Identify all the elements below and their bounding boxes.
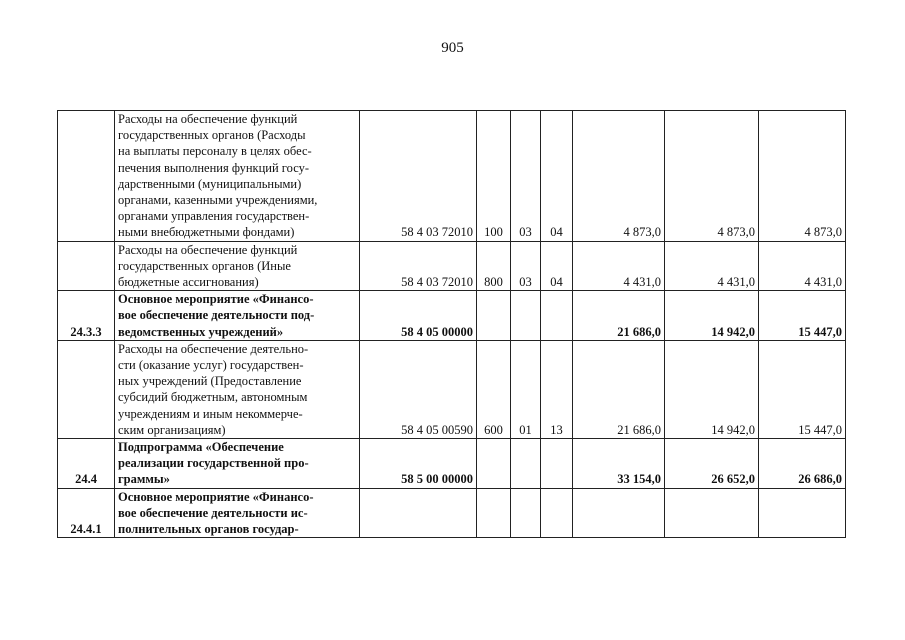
- row-name-line: Основное мероприятие «Финансо-: [118, 489, 314, 504]
- row-name-line: граммы»: [118, 472, 170, 487]
- row-name-line: ными внебюджетными фондами): [118, 225, 295, 240]
- amount-year-3: 4 873,0: [759, 111, 846, 242]
- expense-type-code: 800: [477, 241, 511, 291]
- table-row: [58, 291, 846, 341]
- row-name-line: Расходы на обеспечение деятельно-: [118, 341, 309, 356]
- row-name-line: Основное мероприятие «Финансо-: [118, 292, 314, 307]
- subsection-code: 04: [541, 111, 573, 242]
- amount-year-1: 4 873,0: [573, 111, 665, 242]
- target-article-code: 58 5 00 00000: [360, 439, 477, 489]
- section-code: 01: [511, 340, 541, 438]
- target-article-code: 58 4 05 00000: [360, 291, 477, 341]
- row-name-line: вое обеспечение деятельности под-: [118, 308, 315, 323]
- amount-year-1: 21 686,0: [573, 340, 665, 438]
- row-name-line: ных учреждений (Предоставление: [118, 374, 302, 389]
- amount-year-2: 14 942,0: [665, 291, 759, 341]
- amount-year-1: 4 431,0: [573, 241, 665, 291]
- row-number: [58, 340, 115, 438]
- row-name: [115, 291, 360, 341]
- row-name: [115, 111, 360, 242]
- amount-year-1: 21 686,0: [573, 291, 665, 341]
- target-article-code: 58 4 03 72010: [360, 241, 477, 291]
- expense-type-code: 600: [477, 340, 511, 438]
- budget-table: [57, 110, 846, 538]
- row-name-line: учреждениям и иным некоммерче-: [118, 406, 303, 421]
- row-name-line: Расходы на обеспечение функций: [118, 242, 298, 257]
- row-number: [58, 241, 115, 291]
- row-name-line: сти (оказание услуг) государствен-: [118, 358, 304, 373]
- amount-year-1: 33 154,0: [573, 439, 665, 489]
- amount-year-2: 26 652,0: [665, 439, 759, 489]
- amount-year-3: 26 686,0: [759, 439, 846, 489]
- amount-year-1: [573, 488, 665, 538]
- row-number: 24.4.1: [58, 488, 115, 538]
- section-code: [511, 488, 541, 538]
- row-name-line: органами, казенными учреждениями,: [118, 193, 318, 208]
- row-name: [115, 340, 360, 438]
- row-name-line: ведомственных учреждений»: [118, 324, 284, 339]
- row-name-line: на выплаты персоналу в целях обес-: [118, 144, 312, 159]
- section-code: [511, 291, 541, 341]
- row-name-line: государственных органов (Иные: [118, 258, 291, 273]
- expense-type-code: [477, 488, 511, 538]
- target-article-code: [360, 488, 477, 538]
- amount-year-3: 15 447,0: [759, 340, 846, 438]
- subsection-code: [541, 291, 573, 341]
- row-number: 24.4: [58, 439, 115, 489]
- amount-year-3: [759, 488, 846, 538]
- amount-year-3: 15 447,0: [759, 291, 846, 341]
- section-code: 03: [511, 111, 541, 242]
- row-name-line: полнительных органов государ-: [118, 522, 299, 537]
- row-name-line: ским организациям): [118, 422, 226, 437]
- subsection-code: [541, 488, 573, 538]
- row-name-line: бюджетные ассигнования): [118, 275, 259, 290]
- row-name-line: реализации государственной про-: [118, 456, 309, 471]
- page-number: 905: [441, 40, 464, 56]
- subsection-code: 13: [541, 340, 573, 438]
- amount-year-2: [665, 488, 759, 538]
- table-row: [58, 488, 846, 538]
- subsection-code: [541, 439, 573, 489]
- subsection-code: 04: [541, 241, 573, 291]
- target-article-code: 58 4 03 72010: [360, 111, 477, 242]
- table-row: [58, 439, 846, 489]
- section-code: [511, 439, 541, 489]
- row-name-line: государственных органов (Расходы: [118, 128, 306, 143]
- table-row: [58, 111, 846, 242]
- expense-type-code: 100: [477, 111, 511, 242]
- row-number: [58, 111, 115, 242]
- row-name-line: дарственными (муниципальными): [118, 176, 302, 191]
- row-name: [115, 241, 360, 291]
- row-name: [115, 439, 360, 489]
- amount-year-2: 14 942,0: [665, 340, 759, 438]
- row-name-line: Расходы на обеспечение функций: [118, 112, 298, 126]
- target-article-code: 58 4 05 00590: [360, 340, 477, 438]
- amount-year-2: 4 873,0: [665, 111, 759, 242]
- row-name-line: органами управления государствен-: [118, 209, 310, 224]
- row-name-line: печения выполнения функций госу-: [118, 160, 309, 175]
- amount-year-2: 4 431,0: [665, 241, 759, 291]
- table-row: [58, 340, 846, 438]
- row-number: 24.3.3: [58, 291, 115, 341]
- table-row: [58, 241, 846, 291]
- row-name-line: Подпрограмма «Обеспечение: [118, 440, 284, 455]
- expense-type-code: [477, 291, 511, 341]
- section-code: 03: [511, 241, 541, 291]
- row-name-line: субсидий бюджетным, автономным: [118, 390, 308, 405]
- row-name-line: вое обеспечение деятельности ис-: [118, 505, 308, 520]
- row-name: [115, 488, 360, 538]
- amount-year-3: 4 431,0: [759, 241, 846, 291]
- expense-type-code: [477, 439, 511, 489]
